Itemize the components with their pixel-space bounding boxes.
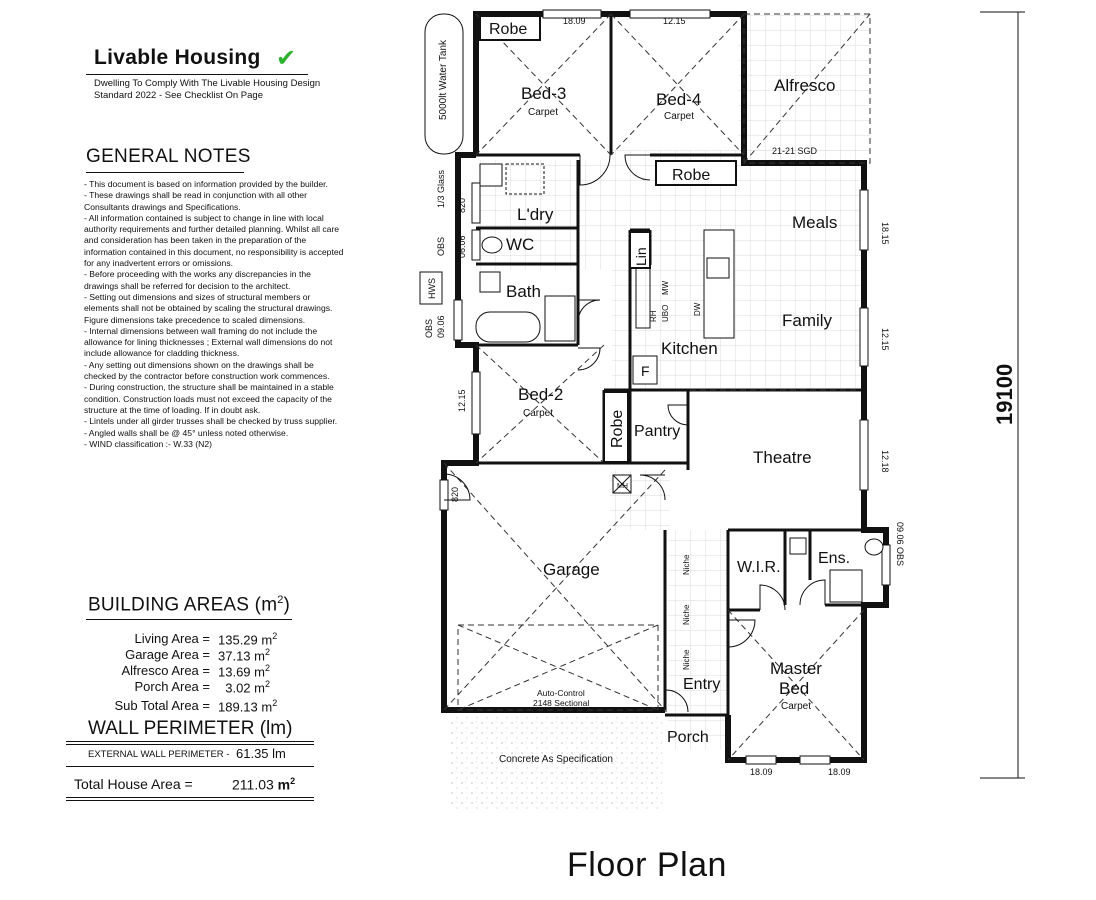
dim-label: 06.06	[457, 235, 467, 258]
appliance-label: UBO	[661, 304, 670, 322]
area-unit: m	[254, 648, 266, 664]
window	[800, 756, 830, 764]
note-item: - Any setting out dimensions shown on the drawings shall be checked by the contractor before construction work commences.	[84, 359, 330, 382]
bed2-diagonal	[476, 345, 604, 463]
area-row-alfresco	[66, 663, 294, 679]
dim-label: 820	[450, 486, 460, 502]
window	[746, 756, 776, 764]
general-notes-title: GENERAL NOTES	[86, 146, 251, 167]
note-item: - Setting out dimensions and sizes of structural members or elements shall not be obtained by scaling the structural drawings. Figure dimensions take precedence to scaled dimensions.	[84, 291, 333, 325]
dim-label: 09.06 OBS	[895, 522, 905, 567]
alfresco-label: Alfresco	[774, 76, 836, 95]
area-row-garage	[66, 647, 294, 663]
appliance-label: RH	[649, 310, 658, 322]
dim-label: 1/3 Glass	[436, 169, 446, 208]
area-number: 135.29	[218, 632, 258, 648]
area-number: 189.13	[218, 699, 258, 715]
livable-housing-title: Livable Housing	[94, 46, 261, 69]
superscript: 2	[265, 647, 271, 657]
appliance-label: MW	[661, 280, 670, 295]
note-item: - All information contained is subject to change in line with local authority requirements and further detailed planning. Whilst all care and consideration has been taken in the preparation of the information contained in this document, no responsibility is accepted for any inadvertent errors or omissions.	[84, 212, 344, 269]
note-item: - Before proceeding with the works any discrepancies in the drawings shall be referred for decision to the architect.	[84, 269, 311, 291]
niche-label: Niche	[682, 604, 691, 625]
dim-label: 18.09	[828, 767, 851, 777]
shower	[545, 296, 575, 341]
dim-label: OBS	[424, 318, 434, 338]
floor-plan-drawing	[380, 0, 1096, 840]
area-number: 3.02	[225, 680, 251, 696]
dim-label: 09.06	[436, 315, 446, 338]
superscript: 2	[272, 698, 278, 708]
kitchen-label: Kitchen	[661, 339, 718, 358]
window	[882, 545, 890, 585]
note-item: - Internal dimensions between wall framing do not include the allowance for lining thicknesses ; External wall dimensions do not include allowance for cladding thickness.	[84, 325, 333, 359]
divider	[66, 744, 314, 745]
area-unit: m	[261, 632, 273, 648]
area-value	[218, 698, 277, 714]
area-value	[218, 631, 277, 647]
superscript: 2	[272, 631, 278, 641]
toilet-ens	[865, 539, 883, 555]
note-item: - During construction, the structure shall be maintained in a stable condition. Construction loads must not exceed the capacity of the structure at the time of loading. If in doubt ask.	[84, 382, 334, 415]
building-areas-title	[88, 594, 290, 616]
area-unit: m	[261, 699, 273, 715]
divider	[66, 800, 314, 801]
robe-label: Robe	[489, 21, 528, 38]
master-floor-label: Carpet	[781, 701, 812, 712]
window	[472, 372, 480, 434]
divider	[86, 172, 244, 173]
bed4-label: Bed-4	[656, 90, 702, 109]
divider	[66, 797, 314, 798]
theatre-label: Theatre	[753, 448, 812, 467]
wc-label: WC	[506, 235, 535, 254]
area-unit: m	[254, 680, 266, 696]
general-notes-list	[84, 179, 344, 450]
area-value	[218, 679, 270, 695]
external-wall-perimeter-label: EXTERNAL WALL PERIMETER -	[88, 749, 230, 760]
dim-label: 21-21 SGD	[772, 146, 818, 156]
note-item: - WIND classification :- W.33 (N2)	[84, 438, 212, 449]
area-row-porch	[66, 679, 294, 695]
total-house-area-label: Total House Area =	[74, 776, 193, 792]
garage-door-label: Auto-Control	[537, 688, 585, 698]
divider	[86, 619, 292, 620]
total-number: 211.03	[232, 776, 274, 793]
window	[472, 230, 480, 260]
basin-ens	[790, 538, 806, 554]
floor-plan-title: Floor Plan	[567, 846, 727, 884]
external-wall-perimeter-value: 61.35 lm	[236, 746, 286, 761]
tiled-area-entry	[668, 530, 728, 750]
area-label: Garage Area =	[125, 647, 210, 662]
door-pantry	[668, 405, 688, 425]
dim-label: 18.09	[750, 767, 773, 777]
area-unit: m	[254, 664, 266, 680]
bed2-diagonal	[476, 345, 604, 463]
window	[860, 308, 868, 366]
note-item: - These drawings shall be read in conjunction with all other Consultants drawings and Specifications.	[84, 190, 307, 212]
window	[454, 300, 462, 340]
superscript: 2	[277, 594, 284, 606]
superscript: 2	[290, 776, 296, 786]
fridge-label: F	[641, 363, 650, 379]
laundry-tub	[480, 164, 502, 186]
family-label: Family	[782, 311, 833, 330]
shower-ens	[830, 570, 862, 602]
linen-label: Lin	[633, 247, 649, 266]
area-label: Porch Area =	[134, 679, 210, 694]
manhole-label: MH	[617, 483, 628, 490]
laundry-label: L'dry	[517, 205, 554, 224]
basin-bath	[480, 272, 500, 292]
note-item: - This document is based on information provided by the builder.	[84, 179, 328, 189]
bed3-floor-label: Carpet	[528, 107, 559, 118]
check-icon: ✔	[276, 45, 297, 72]
wir-label: W.I.R.	[737, 559, 781, 576]
area-row-subtotal	[66, 698, 294, 714]
area-label: Alfresco Area =	[121, 663, 210, 678]
door-bath	[578, 300, 600, 322]
toilet-wc	[482, 237, 502, 253]
area-value	[218, 647, 270, 663]
meals-label: Meals	[792, 213, 838, 232]
dim-label: 12.18	[880, 450, 890, 473]
garage-label: Garage	[543, 560, 600, 579]
door-wir	[760, 585, 785, 610]
niche-label: Niche	[682, 554, 691, 575]
door-master	[728, 620, 755, 647]
robe-bed4-label: Robe	[672, 167, 711, 184]
divider	[66, 741, 314, 742]
water-tank-label: 5000lt Water Tank	[438, 39, 449, 120]
bed3-label: Bed-3	[521, 84, 567, 103]
window	[860, 420, 868, 490]
livable-housing-subtitle: Dwelling To Comply With The Livable Housing Design Standard 2022 - See Checklist On Page	[94, 78, 321, 101]
garage-door-label-2: 2148 Sectional	[533, 698, 590, 708]
bed4-floor-label: Carpet	[664, 111, 695, 122]
concrete-label: Concrete As Specification	[499, 754, 613, 765]
window	[472, 183, 480, 223]
dim-label: 820	[457, 197, 467, 213]
overall-dimension-label: 19100	[992, 363, 1017, 425]
bathtub	[476, 312, 540, 342]
entry-label: Entry	[683, 676, 721, 693]
door-ens	[800, 580, 825, 605]
note-item: - Angled walls shall be @ 45° unless noted otherwise.	[84, 427, 289, 438]
window	[860, 190, 868, 250]
wall-perimeter-title: WALL PERIMETER (lm)	[88, 718, 293, 739]
bed2-floor-label: Carpet	[523, 408, 554, 419]
area-label: Living Area =	[134, 631, 210, 646]
superscript: 2	[265, 663, 271, 673]
area-row-living	[66, 631, 294, 647]
area-number: 37.13	[218, 648, 251, 664]
dim-label: 18.09	[563, 16, 586, 26]
superscript: 2	[265, 679, 271, 689]
kitchen-island	[704, 230, 734, 338]
bed2-label: Bed-2	[518, 385, 564, 404]
ens-label: Ens.	[818, 550, 851, 567]
door-side	[440, 480, 448, 510]
notes-panel	[0, 0, 380, 900]
area-label: Sub Total Area =	[114, 698, 210, 713]
area-number: 13.69	[218, 664, 251, 680]
master-label-2: Bed	[779, 679, 810, 698]
hws-label: HWS	[427, 278, 437, 299]
porch-label: Porch	[667, 729, 709, 746]
divider	[86, 74, 308, 75]
dim-label: 12.15	[663, 16, 686, 26]
building-areas-title-close: )	[283, 594, 291, 616]
building-areas-title-text: BUILDING AREAS (m	[88, 594, 278, 616]
dim-label: 12.15	[457, 389, 467, 412]
area-value	[218, 663, 270, 679]
total-house-area-value	[232, 776, 295, 793]
total-unit: m	[277, 776, 291, 793]
bath-label: Bath	[506, 282, 541, 301]
niche-label: Niche	[682, 649, 691, 670]
master-label: Master	[770, 659, 822, 678]
dim-label: OBS	[436, 236, 446, 256]
divider	[66, 766, 314, 767]
note-item: - Lintels under all girder trusses shall be checked by truss supplier.	[84, 416, 338, 427]
appliance-label: DW	[693, 302, 702, 316]
kitchen-sink	[707, 258, 729, 278]
robe-bed2-label: Robe	[609, 409, 626, 448]
pantry-label: Pantry	[634, 423, 681, 440]
dim-label: 18.15	[880, 222, 890, 245]
dim-label: 12.15	[880, 328, 890, 351]
